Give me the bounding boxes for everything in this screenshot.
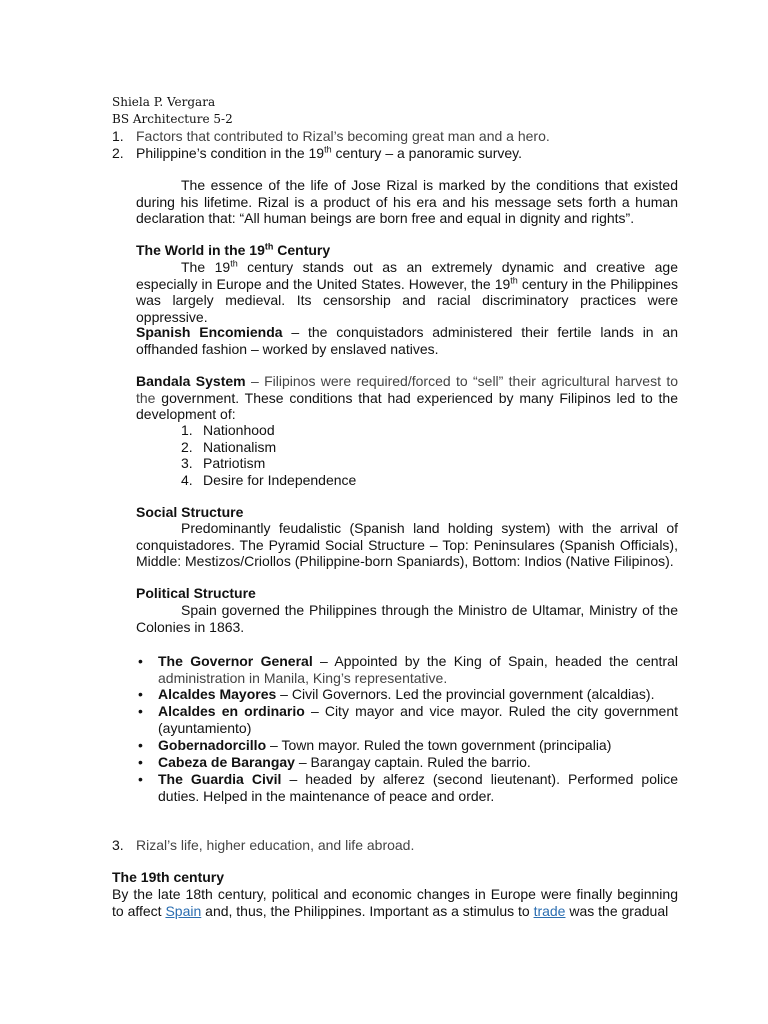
question-text: Philippine’s condition in the 19th century – a panoramic survey. (136, 144, 523, 161)
world-paragraph: The 19th century stands out as an extremely dynamic and creative age especially in Europe and the United States. However, the 19th century in the Philippines was largely medieval. Its censorship and racial discriminatory practices were oppressive. (136, 258, 678, 325)
document-page: Shiela P. Vergara BS Architecture 5-2 1. Factors that contributed to Rizal’s becoming great man and a hero. 2. Philippine’s condition in the 19th century – a panoramic survey. The essence of the life of Jose Rizal is marked by the conditions that existed during his lifetime. Rizal is a product of his era and his message sets forth a human declaration that: “All human beings are born free and equal in dignity and rights”. The World in the 19th Century The 19th century stands out as an extremely dynamic and creative age especially in Europe and the United States. However, the 19th century in the Philippines was largely medieval. Its censorship and racial discriminatory practices were oppressive. Spanish Encomienda – the conquistadors administered their fertile lands in an offhanded fashion – worked by enslaved natives. Bandala System – Filipinos were required/forced to “sell” their agricultural harvest to the government. These conditions that had experienced by many Filipinos led to the development of: 1. Nationhood 2. Nationalism 3. Patriotism 4. Desire for Independence Social Structure Predominantly feudalistic (Spanish land holding system) with the arrival of conquistadores. The Pyramid Social Structure – Top: Peninsulares (Spanish Officials), Middle: Mestizos/Criollos (Philippine-born Spaniards), Bottom: Indios (Native Filipinos). Political Structure Spain governed the Philippines through the Ministro de Ultamar, Ministry of the Colonies in 1863. • The Governor General – Appointed by the King of Spain, headed the central administration in Manila, King’s representative. • Alcaldes Mayores – Civil Governors. Led the provincial government (alcaldias). • Alcaldes en ordinario – City mayor and vice mayor. Ruled the city government (ayuntamiento) • Gobernadorcillo – Town mayor. Ruled the town government (principalia) • Cabeza de Barangay – Barangay captain. Ruled the barrio. • The Guardia Civil – headed by alferez (second lieutenant). Performed police duties. Helped in the maintenance of peace and order. 3. Rizal’s life, higher education, and life abroad. The 19th century By the late 18th century, political and economic changes in Europe were finally beginning to affect Spain and, thus, the Philippines. Important as a stimulus to trade was the gradual (112, 95, 679, 919)
social-heading: Social Structure (136, 504, 244, 520)
encomienda-paragraph: Spanish Encomienda – the conquistadors administered their fertile lands in an offhanded fashion – worked by enslaved natives. (136, 324, 678, 357)
question-number: 2. (112, 145, 124, 161)
social-paragraph: Predominantly feudalistic (Spanish land holding system) with the arrival of conquistadores. The Pyramid Social Structure – Top: Peninsulares (Spanish Officials), Middle: Mestizos/Criollos (Philippine-born Spaniards), Bottom: Indios (Native Filipinos). (136, 520, 678, 569)
political-heading: Political Structure (136, 585, 256, 601)
question-number: 3. (112, 837, 124, 853)
trade-link[interactable]: trade (533, 902, 566, 919)
bandala-term: Bandala System (136, 373, 246, 389)
question-number: 1. (112, 128, 124, 144)
author-name: Shiela P. Vergara (112, 95, 216, 109)
encomienda-term: Spanish Encomienda (136, 324, 283, 340)
century-paragraph: By the late 18th century, political and economic changes in Europe were finally beginning to affect Spain and, thus, the Philippines. Important as a stimulus to trade was the gradual (112, 886, 678, 919)
list-item: 1. Nationhood (181, 422, 275, 438)
bandala-paragraph: Bandala System – Filipinos were required/forced to “sell” their agricultural harvest to the government. These conditions that had experienced by many Filipinos led to the development of: (136, 373, 679, 422)
list-item: 2. Nationalism (181, 439, 277, 455)
question-text: Rizal’s life, higher education, and life abroad. (136, 837, 415, 853)
spain-link[interactable]: Spain (165, 902, 202, 919)
world-heading: The World in the 19th Century (136, 241, 331, 258)
political-paragraph: Spain governed the Philippines through the Ministro de Ultamar, Ministry of the Colonies in 1863. (136, 602, 678, 635)
century-heading: The 19th century (112, 869, 225, 885)
list-item: 3. Patriotism (181, 455, 266, 471)
author-course: BS Architecture 5-2 (112, 112, 233, 126)
list-item: 4. Desire for Independence (181, 472, 357, 488)
intro-paragraph: The essence of the life of Jose Rizal is marked by the conditions that existed during his lifetime. Rizal is a product of his era and his message sets forth a human declaration that: “All human beings are born free and equal in dignity and rights”. (136, 177, 678, 226)
question-text: Factors that contributed to Rizal’s becoming great man and a hero. (136, 128, 550, 144)
